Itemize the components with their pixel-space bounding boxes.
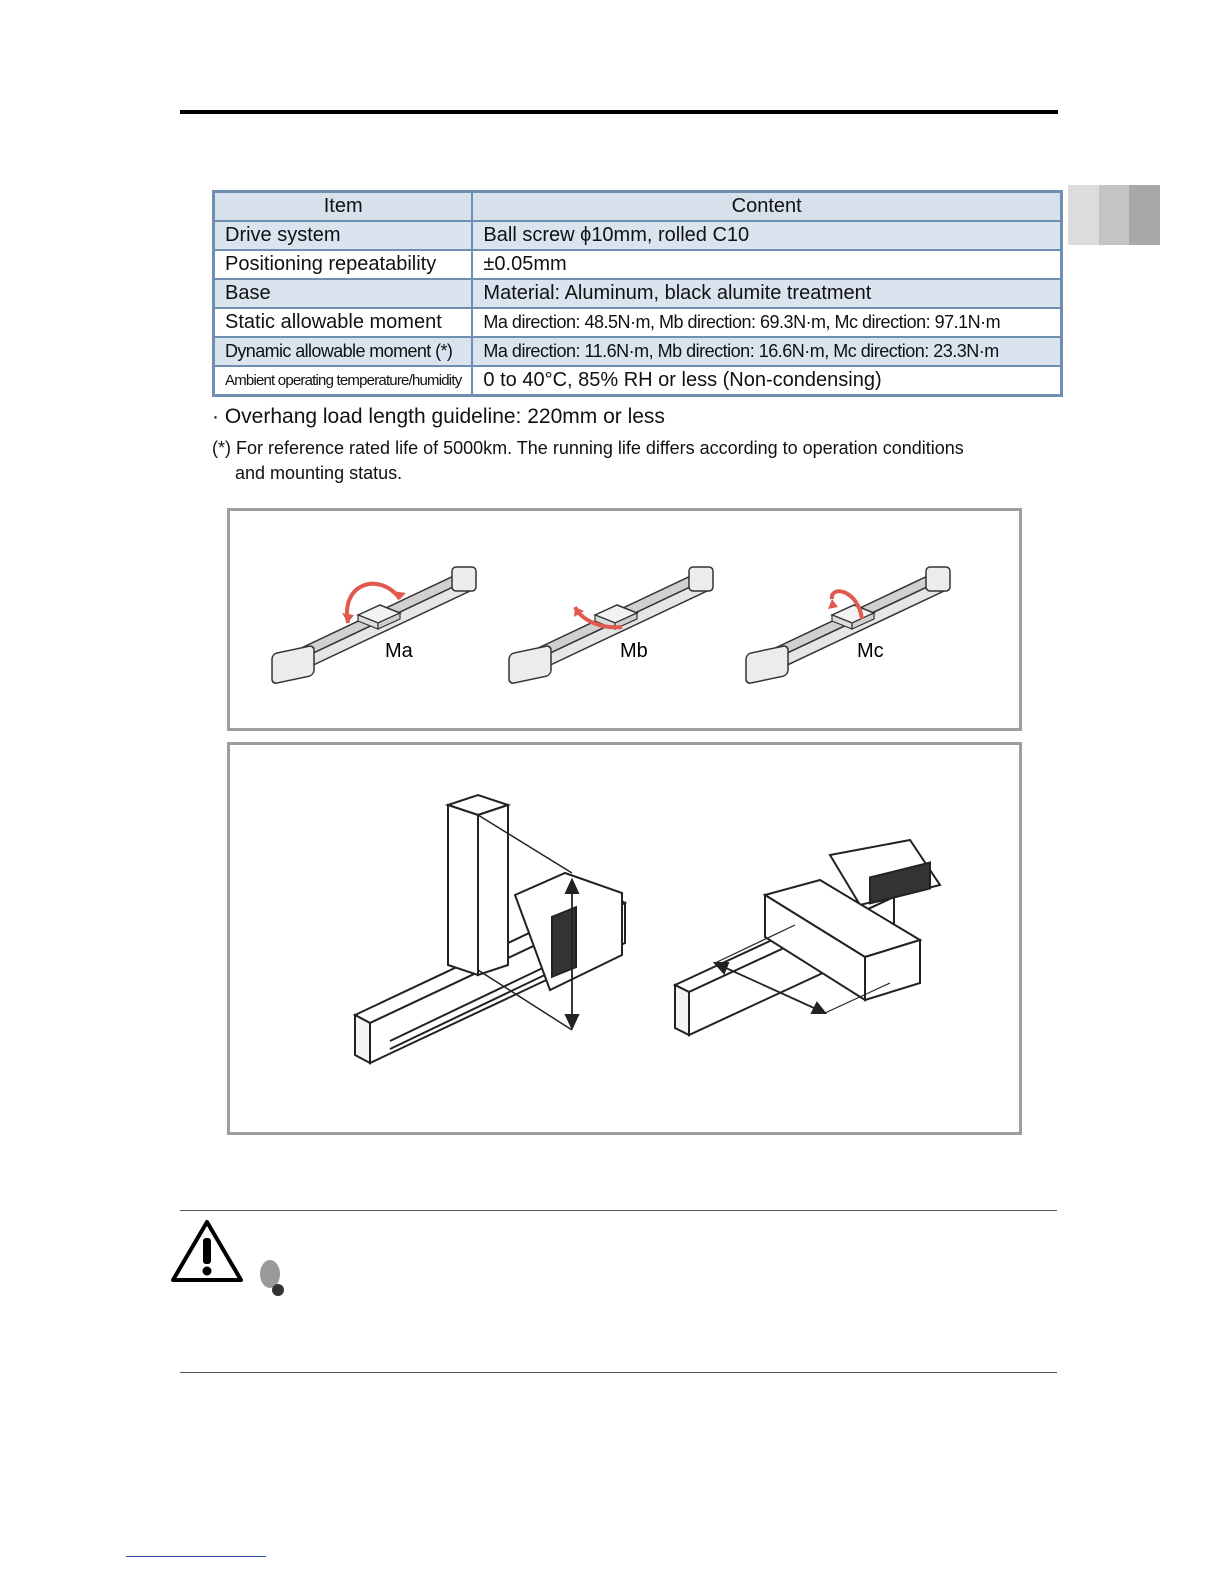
table-row [214, 337, 1062, 366]
row-item: Static allowable moment [214, 308, 473, 337]
row-item: Drive system [214, 221, 473, 250]
moment-direction-figure [227, 508, 1022, 731]
spec-table [212, 190, 1063, 397]
label-ma: Ma [385, 640, 413, 662]
row-item: Positioning repeatability [214, 250, 473, 279]
table-row [214, 279, 1062, 308]
actuator-ma [272, 567, 476, 684]
label-mb: Mb [620, 640, 648, 662]
footnote [212, 436, 1052, 486]
label-mc: Mc [857, 640, 884, 662]
row-item: Base [214, 279, 473, 308]
header-content: Content [472, 192, 1061, 222]
note-bullet-icon [258, 1258, 288, 1303]
row-content: Ma direction: 11.6N·m, Mb direction: 16.6N·m, Mc direction: 23.3N·m [472, 337, 1061, 366]
table-header-row [214, 192, 1062, 222]
row-content: Material: Aluminum, black alumite treatment [472, 279, 1061, 308]
overhang-note: · Overhang load length guideline: 220mm or less [212, 405, 665, 428]
header-item: Item [214, 192, 473, 222]
row-item: Ambient operating temperature/humidity [214, 366, 473, 396]
caution-top-rule [180, 1210, 1057, 1211]
actuator-vertical-load [355, 795, 625, 1063]
row-content: Ball screw ϕ10mm, rolled C10 [472, 221, 1061, 250]
actuator-mb [509, 567, 713, 684]
caution-bottom-rule [180, 1372, 1057, 1373]
table-row [214, 366, 1062, 396]
actuator-horizontal-load [675, 840, 940, 1035]
table-row [214, 308, 1062, 337]
row-content: ±0.05mm [472, 250, 1061, 279]
row-item: Dynamic allowable moment (*) [214, 337, 473, 366]
header-rule [180, 110, 1058, 114]
table-row [214, 221, 1062, 250]
footer-link-underline [126, 1556, 266, 1557]
row-content: 0 to 40°C, 85% RH or less (Non-condensing) [472, 366, 1061, 396]
footnote-line-2: and mounting status. [235, 463, 403, 483]
chapter-tab [1068, 185, 1160, 245]
row-content: Ma direction: 48.5N·m, Mb direction: 69.3N·m, Mc direction: 97.1N·m [472, 308, 1061, 337]
footnote-line-1: (*) For reference rated life of 5000km. The running life differs according to operation conditions [212, 438, 964, 458]
overhang-load-figure [227, 742, 1022, 1135]
actuator-mc [746, 567, 950, 684]
table-row [214, 250, 1062, 279]
warning-icon [170, 1218, 244, 1289]
